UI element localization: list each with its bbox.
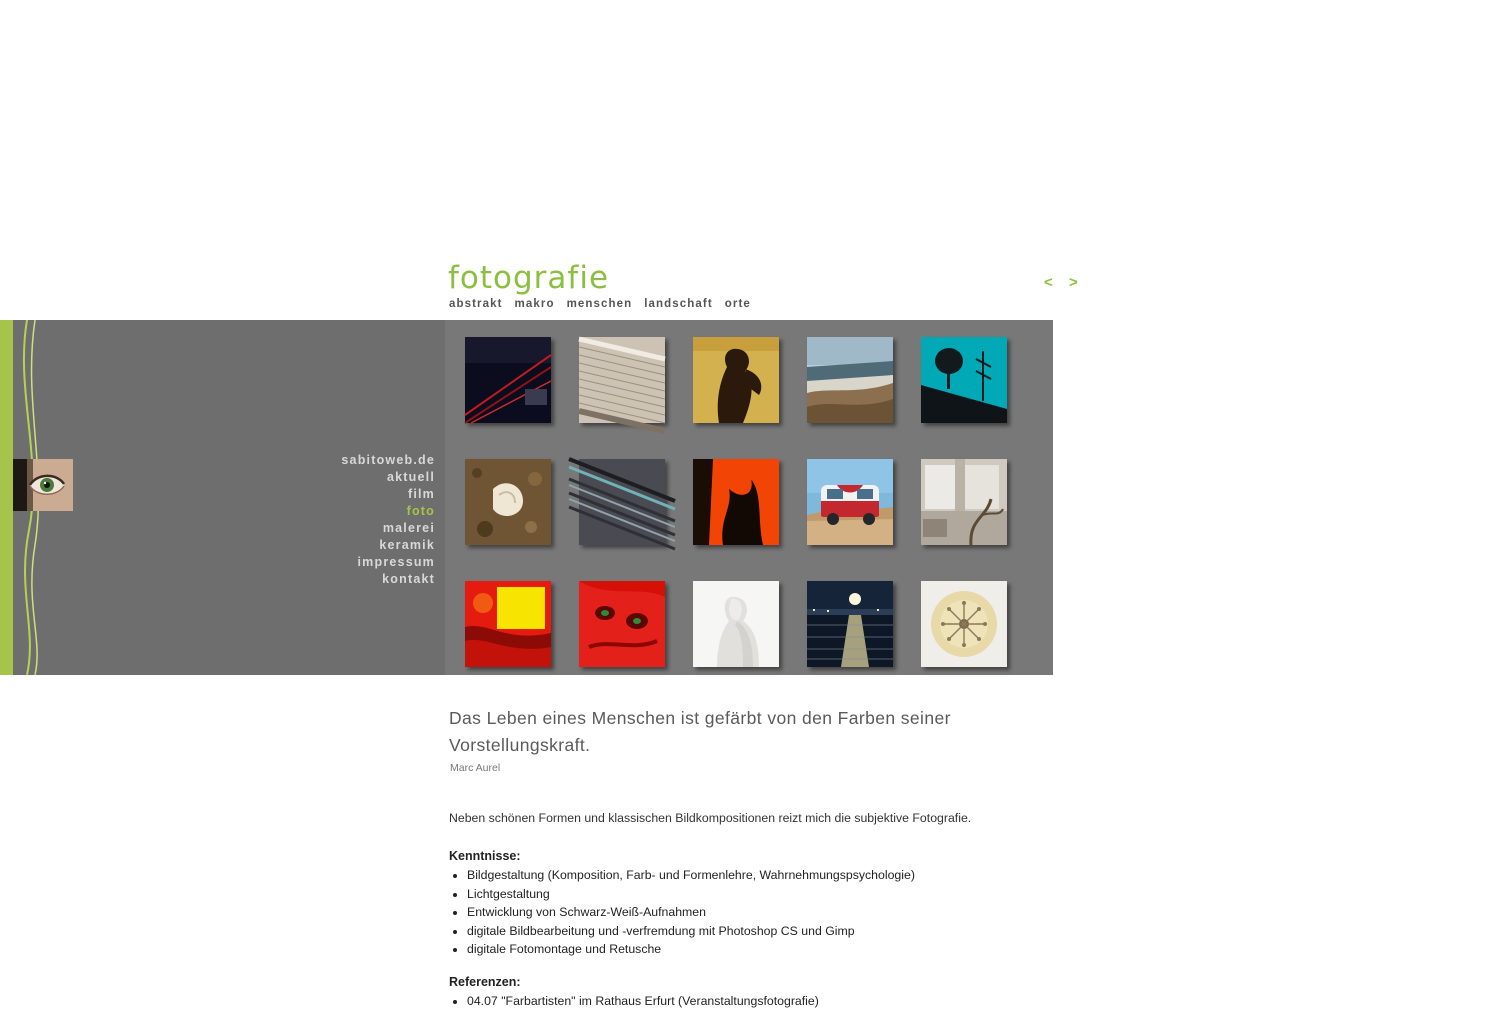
subnav-item-menschen[interactable]: menschen — [566, 298, 633, 310]
quote-text: Das Leben eines Menschen ist gefärbt von den Farben seiner Vorstellungskraft. — [449, 708, 951, 755]
thumb-cell — [807, 337, 921, 459]
references-heading: Referenzen: — [449, 975, 521, 989]
quote-author: Marc Aurel — [450, 762, 501, 774]
thumb-cell — [579, 459, 693, 581]
thumb-satellite-dish[interactable] — [921, 337, 1007, 423]
subnav-item-makro[interactable]: makro — [514, 298, 555, 310]
pager-prev-button[interactable]: < — [1044, 274, 1059, 291]
references-section — [449, 975, 1069, 1011]
page-title: fotografie — [448, 260, 610, 296]
references-list — [449, 992, 1069, 1011]
thumbnail-grid — [465, 337, 1035, 703]
main-navigation — [230, 452, 435, 588]
sidebar-item-foto[interactable]: foto — [406, 504, 435, 518]
subnav-item-abstrakt[interactable]: abstrakt — [449, 298, 503, 310]
list-item: • 04.07 "Farbartisten" im Rathaus Erfurt (Veranstaltungsfotografie) — [467, 992, 1069, 1011]
list-item: • Lichtgestaltung — [467, 885, 1069, 904]
subnav-item-orte[interactable]: orte — [724, 298, 751, 310]
thumb-feather-macro[interactable] — [579, 337, 665, 423]
sidebar-item-aktuell[interactable]: aktuell — [387, 470, 435, 484]
thumb-cell — [693, 337, 807, 459]
subnav-item-landschaft[interactable]: landschaft — [644, 298, 713, 310]
gallery-pager — [1044, 274, 1084, 291]
category-subnav — [449, 298, 751, 310]
list-item: • Bildgestaltung (Komposition, Farb- und Formenlehre, Wahrnehmungspsychologie) — [467, 866, 1069, 885]
sidebar-item-impressum[interactable]: impressum — [357, 555, 435, 569]
skills-list — [449, 866, 1069, 959]
sidebar-item-malerei[interactable]: malerei — [382, 521, 435, 535]
thumb-stone-ground[interactable] — [465, 459, 551, 545]
intro-paragraph: Neben schönen Formen und klassischen Bildkompositionen reizt mich die subjektive Fotografie. — [449, 811, 972, 825]
thumb-coastline[interactable] — [807, 337, 893, 423]
thumb-cell — [807, 459, 921, 581]
sidebar-item-keramik[interactable]: keramik — [379, 538, 435, 552]
left-green-stripe — [0, 320, 13, 675]
sidebar-item-sabitoweb[interactable]: sabitoweb.de — [341, 453, 435, 467]
page-header — [0, 0, 1500, 320]
thumb-silhouette-figure[interactable] — [693, 337, 779, 423]
thumb-cell — [921, 337, 1035, 459]
thumb-moonlight-sea[interactable] — [807, 581, 893, 667]
list-item: • digitale Bildbearbeitung und -verfremdung mit Photoshop CS und Gimp — [467, 922, 1069, 941]
gallery-right-spacer — [1053, 320, 1500, 675]
thumb-red-mask[interactable] — [579, 581, 665, 667]
skills-section — [449, 849, 1069, 959]
thumb-red-lines-dark[interactable] — [465, 337, 551, 423]
thumb-interior-window[interactable] — [921, 459, 1007, 545]
eye-photo — [13, 459, 73, 511]
thumb-cell — [465, 459, 579, 581]
thumb-orange-abstract[interactable] — [693, 459, 779, 545]
list-item: • digitale Fotomontage und Retusche — [467, 940, 1069, 959]
list-item: • Entwicklung von Schwarz-Weiß-Aufnahmen — [467, 903, 1069, 922]
thumb-cell — [693, 459, 807, 581]
thumb-cable-macro[interactable] — [579, 459, 665, 545]
thumb-vw-bus[interactable] — [807, 459, 893, 545]
thumb-white-sculpture[interactable] — [693, 581, 779, 667]
thumb-cell — [579, 337, 693, 459]
thumb-cell — [465, 337, 579, 459]
skills-heading: Kenntnisse: — [449, 849, 521, 863]
sidebar-item-kontakt[interactable]: kontakt — [382, 572, 435, 586]
thumb-red-yellow-abstract[interactable] — [465, 581, 551, 667]
thumb-cell — [921, 459, 1035, 581]
pager-next-button[interactable]: > — [1068, 274, 1084, 291]
sidebar-item-film[interactable]: film — [407, 487, 435, 501]
thumb-plate-ceramic[interactable] — [921, 581, 1007, 667]
content-area — [0, 675, 1500, 1008]
